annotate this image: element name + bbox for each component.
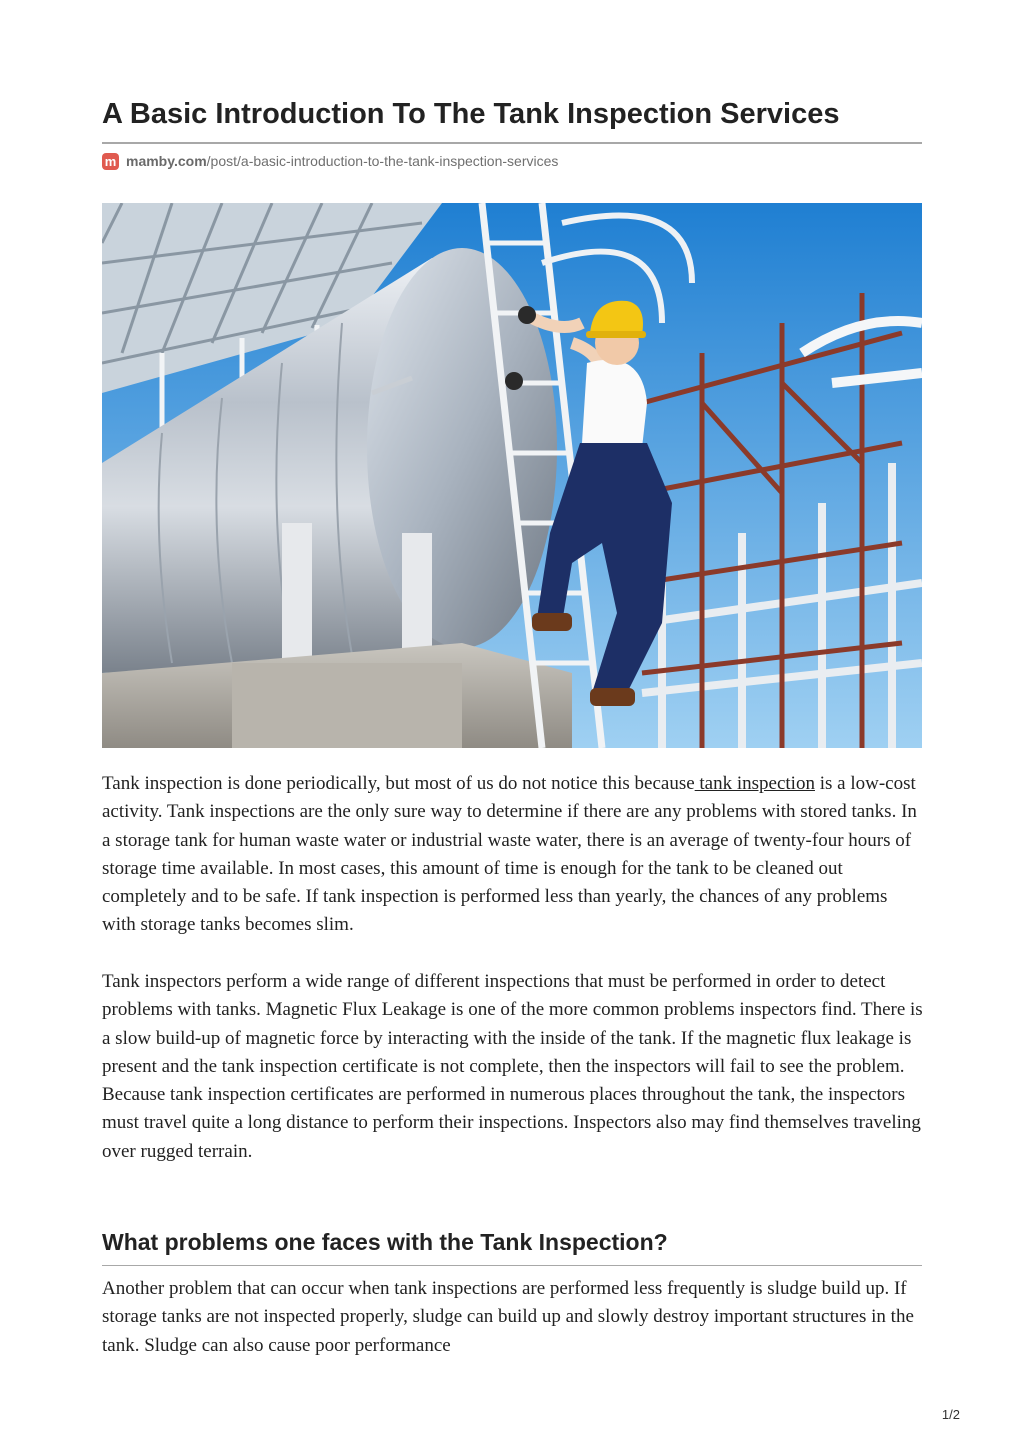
page-title: A Basic Introduction To The Tank Inspection Services: [102, 98, 840, 130]
source-domain[interactable]: mamby.com: [126, 153, 207, 169]
tank-worker-illustration: [102, 203, 922, 748]
page-number: 1/2: [941, 1407, 960, 1422]
tank-inspection-link[interactable]: tank inspection: [694, 773, 815, 794]
source-path[interactable]: /post/a-basic-introduction-to-the-tank-inspection-services: [206, 153, 559, 169]
section-divider: [102, 1265, 922, 1266]
source-url[interactable]: [102, 151, 558, 171]
mamby-logo-icon: m: [102, 153, 119, 170]
intro-text-start: Tank inspection is done periodically, but most of us do not notice this because: [102, 773, 695, 794]
section-heading: What problems one faces with the Tank Inspection?: [102, 1229, 668, 1255]
sludge-paragraph: Another problem that can occur when tank inspections are performed less frequently is sludge build up. If storage tanks are not inspected properly, sludge can build up and slowly destroy important structures in the tank. Sludge can also cause poor performance: [102, 1278, 914, 1356]
inspectors-paragraph: Tank inspectors perform a wide range of different inspections that must be performed in order to detect problems with tanks. Magnetic Flux Leakage is one of the more common problems inspectors find. There is a slow build-up of magnetic force by interacting with the inside of the tank. If the magnetic flux leakage is present and the tank inspection certificate is not complete, then the inspectors will fail to see the problem. Because tank inspection certificates are performed in numerous places throughout the tank, the inspectors must travel quite a long distance to perform their inspections. Inspectors also may find themselves traveling over rugged terrain.: [102, 971, 923, 1162]
title-divider: [102, 142, 922, 144]
intro-text-end: is a low-cost activity. Tank inspections are the only sure way to determine if there are any problems with stored tanks. In a storage tank for human waste water or industrial waste water, there is an average of twenty-four hours of storage time available. In most cases, this amount of time is enough for the tank to be cleaned out completely and to be safe. If tank inspection is performed less than yearly, the chances of any problems with storage tanks becomes slim.: [102, 773, 917, 936]
intro-paragraph: [102, 770, 923, 940]
hero-image: [102, 203, 922, 748]
